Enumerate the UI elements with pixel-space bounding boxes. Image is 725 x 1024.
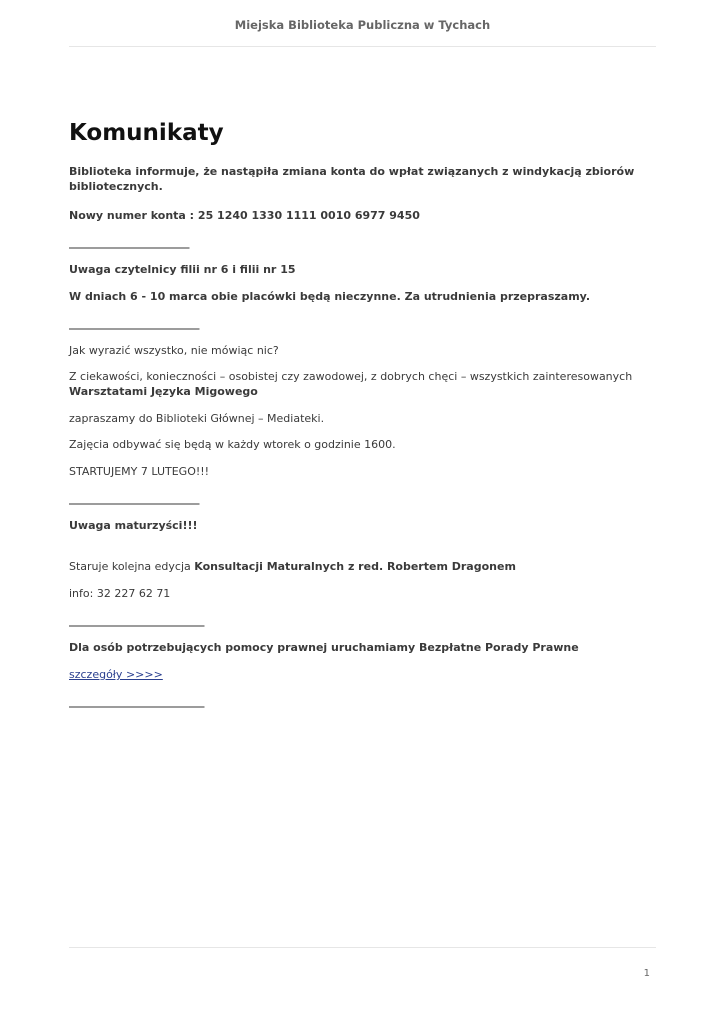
sign-language-description bbox=[69, 369, 659, 399]
matura-text: Staruje kolejna edycja bbox=[69, 560, 195, 573]
sign-language-start: STARTUJEMY 7 LUTEGO!!! bbox=[69, 465, 210, 478]
separator: ________________________ bbox=[69, 236, 189, 249]
account-change-notice: Biblioteka informuje, że nastąpiła zmiana konta do wpłat związanych z windykacją zbiorów bibliotecznych. bbox=[69, 165, 635, 193]
matura-heading: Uwaga maturzyści!!! bbox=[69, 519, 198, 532]
header-divider bbox=[69, 46, 656, 47]
matura-description bbox=[69, 559, 659, 574]
legal-aid-link-row bbox=[69, 667, 659, 682]
separator: ___________________________ bbox=[69, 695, 204, 708]
legal-aid-heading: Dla osób potrzebujących pomocy prawnej uruchamiamy Bezpłatne Porady Prawne bbox=[69, 641, 579, 654]
page-title: Komunikaty bbox=[69, 120, 224, 146]
separator: ___________________________ bbox=[69, 614, 204, 627]
account-number: Nowy numer konta : 25 1240 1330 1111 0010 6977 9450 bbox=[69, 209, 420, 222]
matura-consultation-name: Konsultacji Maturalnych z red. Robertem Dragonem bbox=[194, 560, 516, 573]
separator: __________________________ bbox=[69, 492, 199, 505]
page-number: 1 bbox=[643, 968, 650, 979]
branch-notice-heading: Uwaga czytelnicy filii nr 6 i filii nr 15 bbox=[69, 263, 296, 276]
sign-language-intro: Jak wyrazić wszystko, nie mówiąc nic? bbox=[69, 344, 279, 357]
sign-language-schedule: Zajęcia odbywać się będą w każdy wtorek o godzinie 1600. bbox=[69, 438, 396, 451]
header-title: Miejska Biblioteka Publiczna w Tychach bbox=[234, 18, 491, 32]
separator: __________________________ bbox=[69, 317, 199, 330]
branch-closed-notice: W dniach 6 - 10 marca obie placówki będą nieczynne. Za utrudnienia przepraszamy. bbox=[69, 290, 591, 303]
sign-language-invite: zapraszamy do Biblioteki Głównej – Mediateki. bbox=[69, 412, 325, 425]
footer-divider bbox=[69, 947, 656, 948]
legal-aid-details-link[interactable]: szczegóły >>>> bbox=[69, 668, 163, 681]
sign-language-workshop-name: Warsztatami Języka Migowego bbox=[69, 385, 258, 398]
sign-language-text: Z ciekawości, konieczności – osobistej czy zawodowej, z dobrych chęci – wszystkich zainteresowanych bbox=[69, 370, 633, 383]
matura-info: info: 32 227 62 71 bbox=[69, 587, 171, 600]
